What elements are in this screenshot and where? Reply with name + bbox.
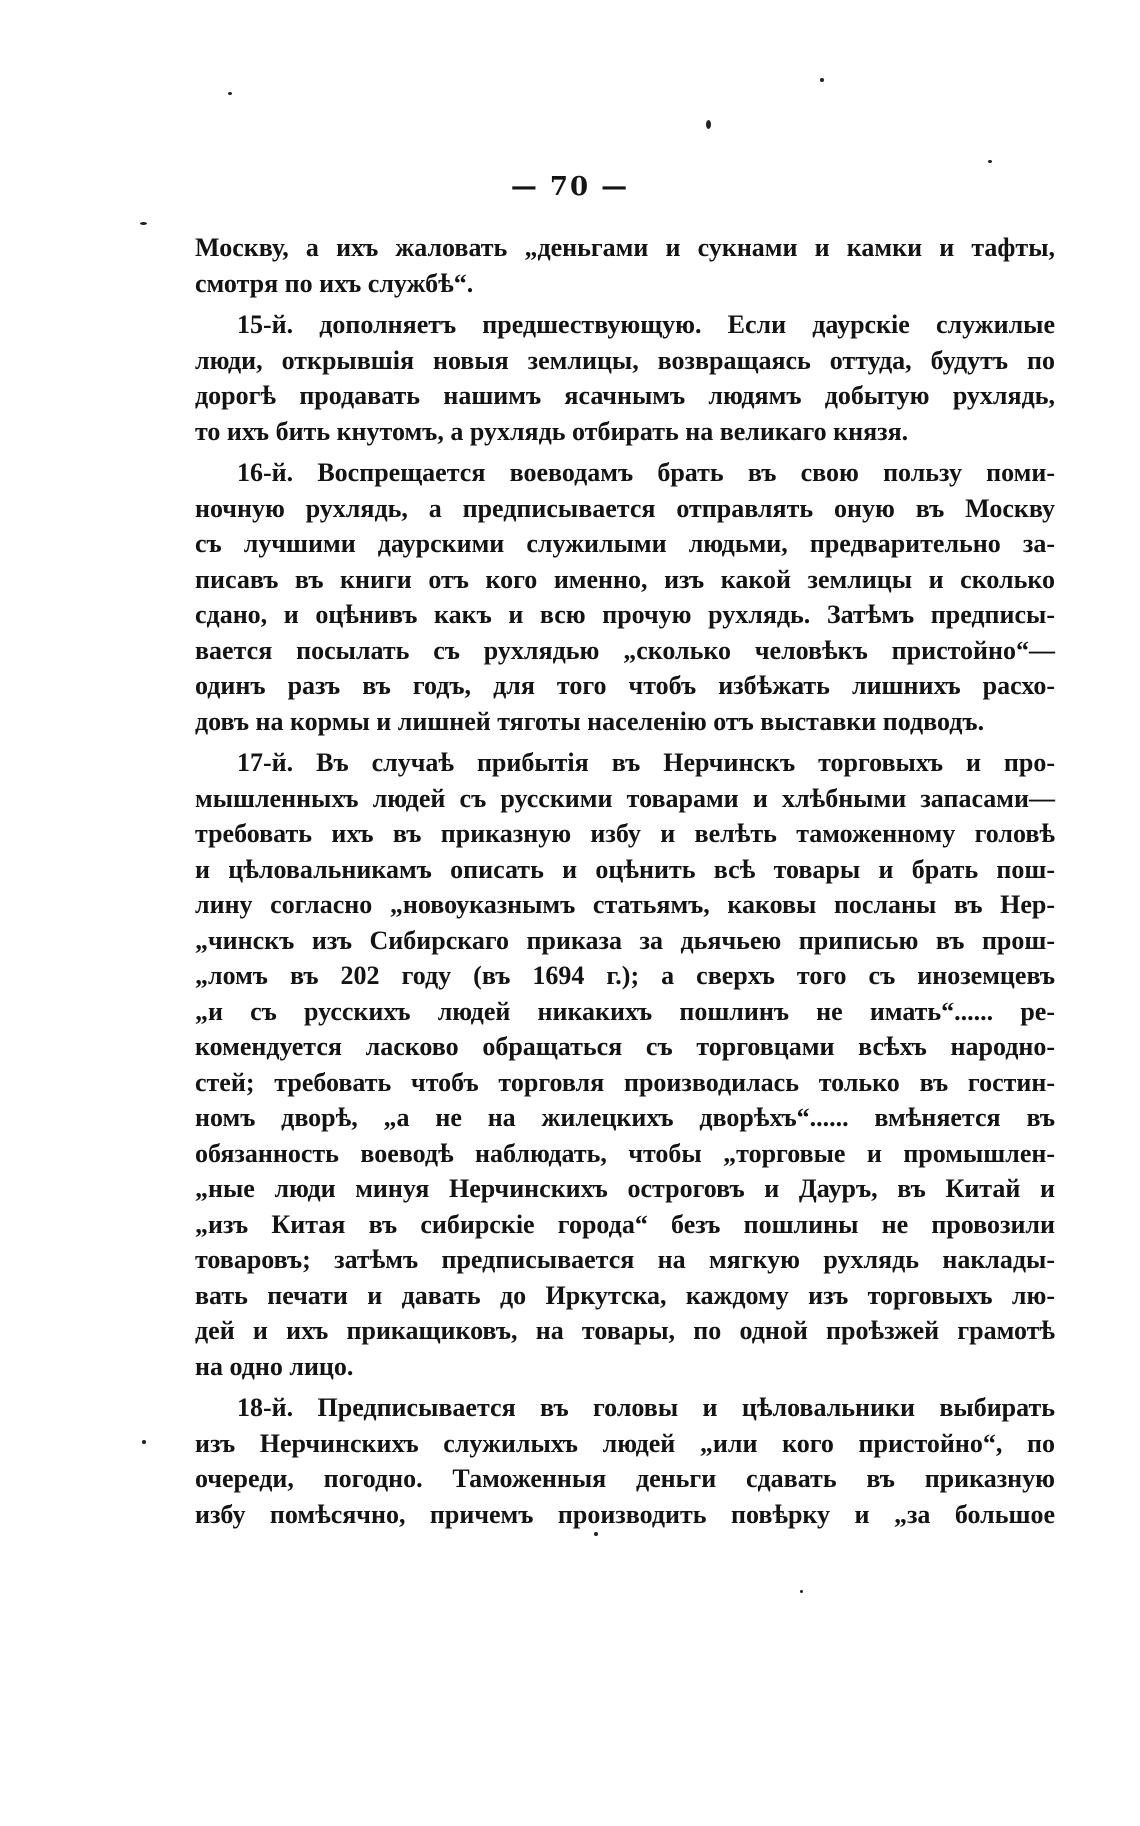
text-line: смотря по ихъ службѣ“.: [195, 268, 474, 298]
text-line: товаровъ; затѣмъ предписывается на мягкую рухлядь наклады-: [195, 1245, 1055, 1274]
paragraph-3: [195, 455, 1055, 739]
text-line: „и съ русскихъ людей никакихъ пошлинъ не имать“...... ре-: [195, 996, 1055, 1026]
body-text: [195, 230, 1055, 1532]
text-line: дей и ихъ прикащиковъ, на товары, по одной проѣзжей грамотѣ: [195, 1316, 1055, 1345]
paragraph-2: [195, 307, 1055, 449]
text-line: „ные люди минуя Нерчинскихъ остроговъ и Дауръ, въ Китай и: [195, 1174, 1055, 1203]
text-line: 17-й. Въ случаѣ прибытія въ Нерчинскъ торговыхъ и про-: [237, 748, 1055, 777]
text-line: и цѣловальникамъ описать и оцѣнить всѣ товары и брать пош-: [195, 854, 1055, 884]
text-line: 18-й. Предписывается въ головы и цѣловальники выбирать: [237, 1393, 1055, 1422]
text-line: ночную рухлядь, а предписывается отправлять оную въ Москву: [195, 493, 1055, 523]
scan-speck: [140, 222, 147, 225]
text-line: „чинскъ изъ Сибирскаго приказа за дьячьею приписью въ прош-: [195, 925, 1055, 955]
scan-speck: [800, 1590, 803, 1593]
text-line: 16-й. Воспрещается воеводамъ брать въ свою пользу поми-: [237, 458, 1055, 487]
scan-speck: [820, 78, 824, 82]
paragraph-1: [195, 230, 1055, 301]
text-line: „изъ Китая въ сибирскіе города“ безъ пошлины не провозили: [195, 1209, 1055, 1239]
text-line: писавъ въ книги отъ кого именно, изъ какой землицы и сколько: [195, 564, 1055, 594]
paragraph-5: [195, 1390, 1055, 1532]
text-line: дорогѣ продавать нашимъ ясачнымъ людямъ добытую рухлядь,: [195, 381, 1055, 410]
text-line: избу помѣсячно, причемъ производить повѣрку и „за большое: [195, 1499, 1055, 1529]
text-line: обязанность воеводѣ наблюдать, чтобы „торговые и промышлен-: [195, 1138, 1055, 1168]
scan-speck: [142, 1440, 146, 1444]
text-line: люди, открывшія новыя землицы, возвращаясь оттуда, будутъ по: [195, 345, 1055, 375]
text-line: на одно лицо.: [195, 1351, 354, 1381]
scan-speck: [988, 160, 992, 163]
text-line: стей; требовать чтобъ торговля производилась только въ гостин-: [195, 1067, 1055, 1097]
text-line: вать печати и давать до Иркутска, каждому изъ торговыхъ лю-: [195, 1280, 1055, 1310]
text-line: Москву, а ихъ жаловать „деньгами и сукнами и камки и тафты,: [195, 233, 1055, 262]
text-line: номъ дворѣ, „а не на жилецкихъ дворѣхъ“...... вмѣняется въ: [195, 1103, 1055, 1132]
text-line: вается посылать съ рухлядью „сколько человѣкъ пристойно“—: [195, 635, 1055, 665]
scan-speck: [594, 1532, 598, 1536]
text-line: очереди, погодно. Таможенныя деньги сдавать въ приказную: [195, 1464, 1055, 1493]
text-line: изъ Нерчинскихъ служилыхъ людей „или кого пристойно“, по: [195, 1428, 1055, 1458]
text-line: то ихъ бить кнутомъ, а рухлядь отбирать на великаго князя.: [195, 416, 909, 446]
text-line: 15-й. дополняетъ предшествующую. Если даурскіе служилые: [237, 310, 1055, 339]
text-line: лину согласно „новоуказнымъ статьямъ, каковы посланы въ Нер-: [195, 890, 1055, 919]
scan-speck: [228, 92, 232, 95]
text-line: „ломъ въ 202 году (въ 1694 г.); а сверхъ того съ иноземцевъ: [195, 961, 1055, 990]
text-line: довъ на кормы и лишней тяготы населенію отъ выставки подводъ.: [195, 706, 985, 736]
text-line: съ лучшими даурскими служилыми людьми, предварительно за-: [195, 529, 1055, 558]
scan-speck: [706, 120, 711, 129]
text-line: комендуется ласково обращаться съ торговцами всѣхъ народно-: [195, 1032, 1055, 1061]
text-line: одинъ разъ въ годъ, для того чтобъ избѣжать лишнихъ расхо-: [195, 671, 1055, 700]
text-line: сдано, и оцѣнивъ какъ и всю прочую рухлядь. Затѣмъ предписы-: [195, 600, 1055, 629]
text-line: требовать ихъ въ приказную избу и велѣть таможенному головѣ: [195, 819, 1055, 848]
text-line: мышленныхъ людей съ русскими товарами и хлѣбными запасами—: [195, 783, 1055, 813]
page-number: — 70 —: [510, 172, 630, 202]
paragraph-4: [195, 745, 1055, 1384]
